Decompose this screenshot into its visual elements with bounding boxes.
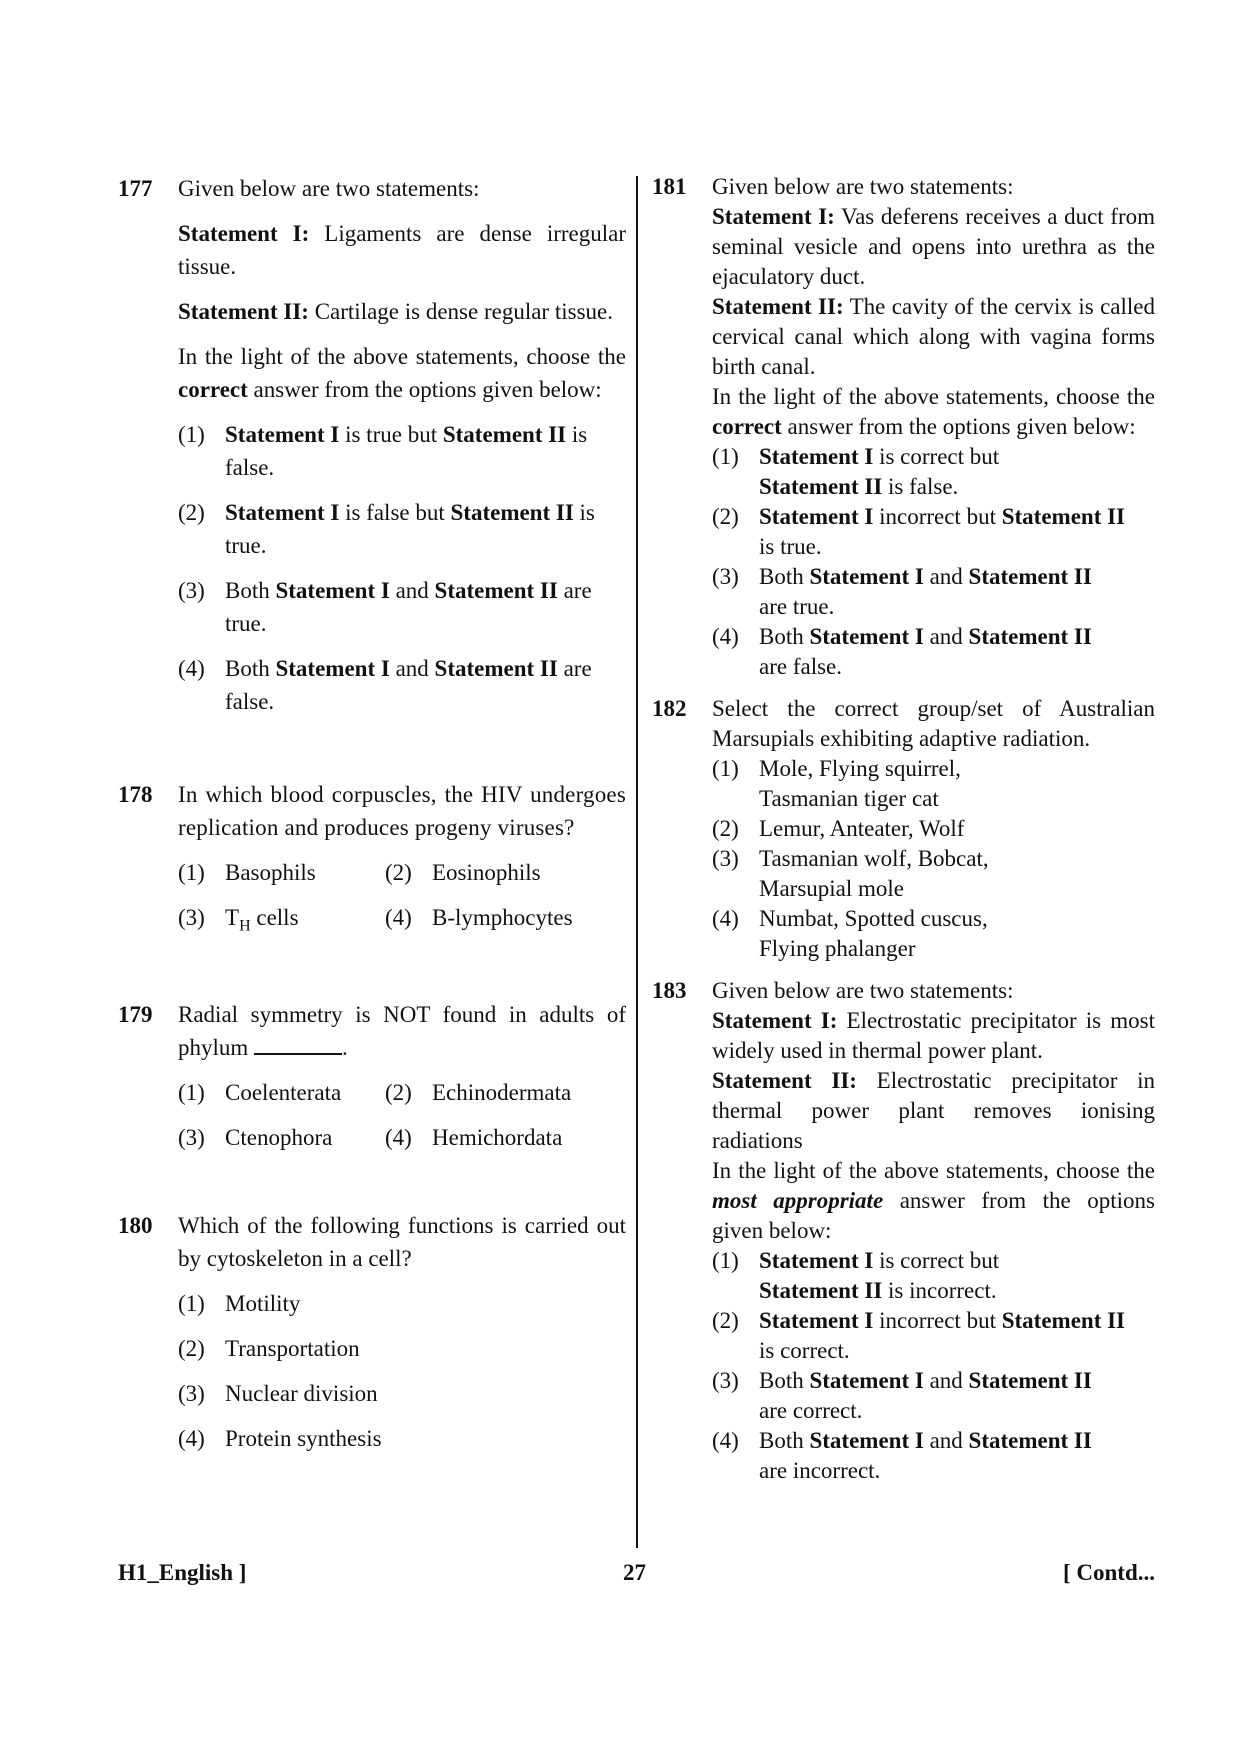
instruction: In the light of the above statements, choose the most appropriate answer from the options given below: <box>712 1158 1155 1243</box>
statement-2: Statement II: The cavity of the cervix is called cervical canal which along with vagina forms birth canal. <box>712 294 1155 379</box>
option-4[interactable]: (4) Hemichordata <box>385 1124 563 1150</box>
question-181 <box>652 172 1155 682</box>
option-1[interactable]: (1) Coelenterata <box>178 1079 342 1105</box>
option-3[interactable]: (3) Both Statement I and Statement II are correct. <box>712 1368 1092 1423</box>
question-text: Which of the following functions is carried out by cytoskeleton in a cell? <box>178 1212 626 1271</box>
option-4[interactable]: (4) Both Statement I and Statement II are incorrect. <box>712 1428 1092 1483</box>
option-3[interactable]: (3) Nuclear division <box>178 1380 378 1406</box>
question-number: 177 <box>118 176 153 201</box>
statement-label: Statement I: <box>712 1008 838 1033</box>
option-3[interactable]: (3) $T_H$ cells <box>178 905 299 935</box>
statement-2: Statement II: Cartilage is dense regular tissue. <box>178 299 613 324</box>
option-4[interactable]: (4) Both Statement I and Statement II are false. <box>712 624 1092 679</box>
question-number: 180 <box>118 1212 153 1238</box>
statement-label: Statement I: <box>712 204 835 229</box>
page-number: 27 <box>623 1560 646 1585</box>
question-182 <box>652 694 1155 964</box>
question-intro: Given below are two statements: <box>712 978 1014 1003</box>
option-1[interactable]: (1) Mole, Flying squirrel, Tasmanian tiger cat <box>712 756 961 811</box>
footer-continued: [ Contd... <box>1062 1560 1155 1585</box>
statement-1: Statement I: Ligaments are dense irregular tissue. <box>178 221 626 279</box>
question-text: Radial symmetry is NOT found in adults of phylum . <box>178 1001 626 1060</box>
statement-1: Statement I: Electrostatic precipitator is most widely used in thermal power plant. <box>712 1008 1155 1063</box>
statement-label: Statement I: <box>178 221 310 246</box>
question-180 <box>118 1209 626 1467</box>
question-number: 183 <box>652 978 687 1003</box>
option-2[interactable]: (2) Statement I incorrect but Statement II is correct. <box>712 1308 1126 1363</box>
left-column <box>118 172 626 1467</box>
question-intro: Given below are two statements: <box>712 174 1014 199</box>
footer-paper-code: H1_English ] <box>118 1560 247 1585</box>
column-divider <box>636 176 638 1548</box>
question-number: 178 <box>118 782 153 807</box>
question-text: In which blood corpuscles, the HIV undergoes replication and produces progeny viruses? <box>178 782 626 840</box>
question-177 <box>118 172 626 730</box>
statement-label: Statement II: <box>712 294 844 319</box>
question-intro: Given below are two statements: <box>178 176 480 201</box>
options-grid <box>178 1076 626 1154</box>
option-1[interactable]: (1) Statement I is correct but Statement II is incorrect. <box>712 1248 1000 1303</box>
option-4[interactable]: (4) Both Statement I and Statement II are false. <box>178 656 592 714</box>
statement-1: Statement I: Vas deferens receives a duct from seminal vesicle and opens into urethra as the ejaculatory duct. <box>712 204 1155 289</box>
option-3[interactable]: (3) Ctenophora <box>178 1124 333 1150</box>
option-4[interactable]: (4) Numbat, Spotted cuscus, Flying phalanger <box>712 906 988 961</box>
statement-2: Statement II: Electrostatic precipitator in thermal power plant removes ionising radiations <box>712 1068 1155 1153</box>
option-1[interactable]: (1) Statement I is true but Statement II is false. <box>178 422 588 480</box>
option-2[interactable]: (2) Transportation <box>178 1335 360 1361</box>
page-footer <box>118 1560 1155 1594</box>
right-column <box>652 172 1155 1486</box>
option-2[interactable]: (2) Statement I is false but Statement II is true. <box>178 500 595 558</box>
instruction: In the light of the above statements, choose the correct answer from the options given below: <box>712 384 1155 439</box>
question-number: 181 <box>652 174 687 199</box>
option-1[interactable]: (1) Motility <box>178 1290 301 1316</box>
option-2[interactable]: (2) Lemur, Anteater, Wolf <box>712 816 965 841</box>
option-3[interactable]: (3) Tasmanian wolf, Bobcat, Marsupial mole <box>712 846 989 901</box>
question-178 <box>118 778 626 955</box>
answer-blank <box>254 1033 342 1055</box>
options-grid <box>178 856 626 943</box>
question-183 <box>652 976 1155 1486</box>
option-2[interactable]: (2) Echinodermata <box>385 1079 572 1105</box>
option-3[interactable]: (3) Both Statement I and Statement II are true. <box>178 578 592 636</box>
option-2[interactable]: (2) Statement I incorrect but Statement II is true. <box>712 504 1126 559</box>
option-3[interactable]: (3) Both Statement I and Statement II are true. <box>712 564 1092 619</box>
question-number: 182 <box>652 696 687 721</box>
question-179 <box>118 998 626 1166</box>
option-4[interactable]: (4) Protein synthesis <box>178 1425 382 1451</box>
instruction: In the light of the above statements, choose the correct answer from the options given below: <box>178 344 626 402</box>
statement-label: Statement II: <box>178 299 309 324</box>
statement-label: Statement II: <box>712 1068 857 1093</box>
question-text: Select the correct group/set of Australian Marsupials exhibiting adaptive radiation. <box>712 696 1155 751</box>
option-1[interactable]: (1) Basophils <box>178 860 316 885</box>
option-1[interactable]: (1) Statement I is correct but Statement II is false. <box>712 444 1000 499</box>
question-number: 179 <box>118 1001 153 1027</box>
option-2[interactable]: (2) Eosinophils <box>385 860 541 885</box>
option-4[interactable]: (4) B-lymphocytes <box>385 905 573 930</box>
